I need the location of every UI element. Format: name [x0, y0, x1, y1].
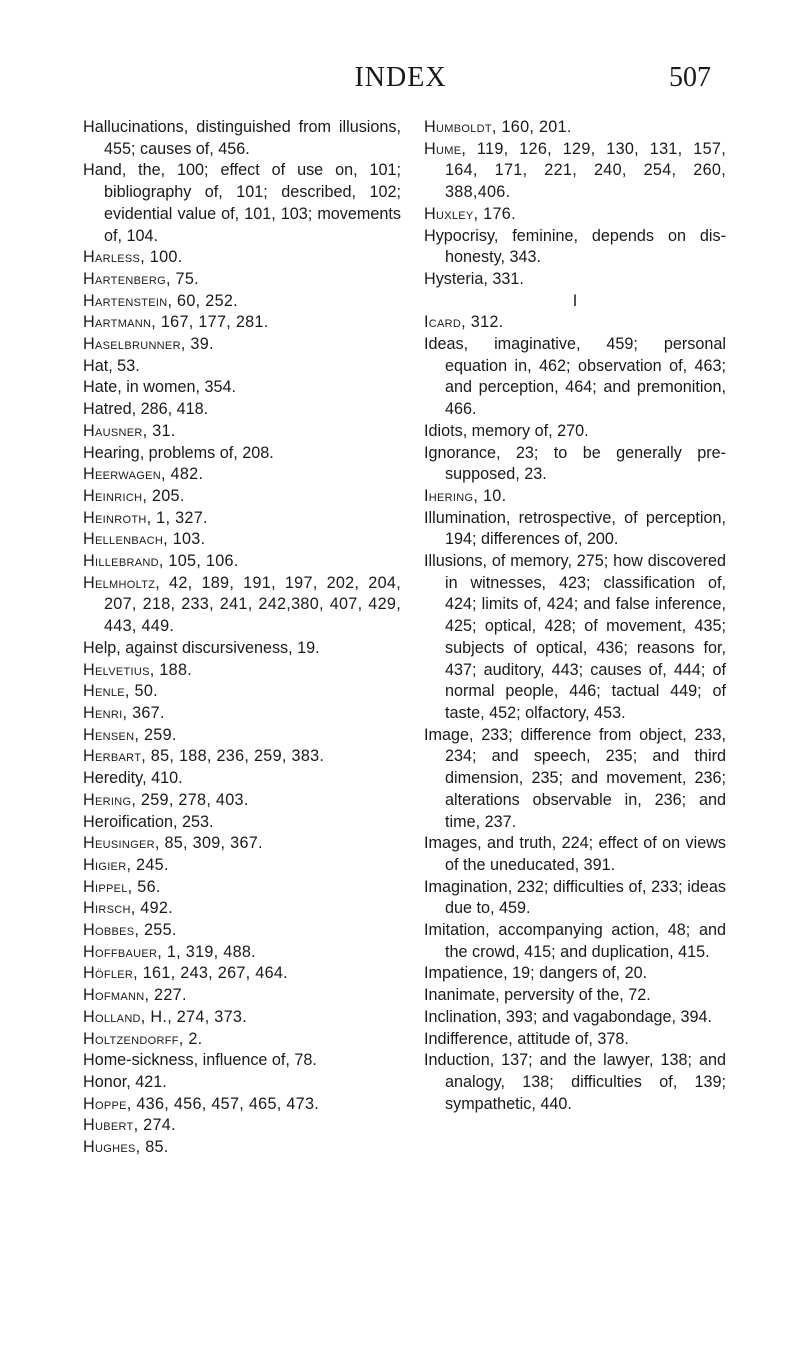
index-entry: Help, against discursiveness, 19.: [83, 638, 320, 657]
index-entry: Hensen, 259.: [83, 725, 177, 744]
index-entry: Hering, 259, 278, 403.: [83, 790, 249, 809]
index-entry: Hat, 53.: [83, 356, 140, 375]
index-entry: Hartenberg, 75.: [83, 269, 199, 288]
index-entry: Helmholtz, 42, 189, 191, 197, 202, 204, 207, 218, 233, 241, 242,380, 407, 429, 443, 449.: [83, 573, 401, 636]
index-entry: Hallucinations, distinguished from illusions, 455; causes of, 456.: [83, 118, 401, 158]
index-entry: Image, 233; difference from object, 233, 234; and speech, 235; and third dimension, 235; and movement, 236; alterations observable in, 236; and time, 237.: [424, 725, 726, 831]
index-entry: Heinrich, 205.: [83, 486, 185, 505]
index-entry: Hume, 119, 126, 129, 130, 131, 157, 164, 171, 221, 240, 254, 260, 388,406.: [424, 139, 726, 202]
index-entry: Hoffbauer, 1, 319, 488.: [83, 942, 256, 961]
index-entry: Hearing, problems of, 208.: [83, 443, 274, 462]
index-entry: Impatience, 19; dangers of, 20.: [424, 964, 648, 983]
index-entry: Images, and truth, 224; effect of on views of the uneducated, 391.: [424, 834, 726, 874]
index-entry: Henle, 50.: [83, 682, 158, 701]
index-entry: Hellenbach, 103.: [83, 530, 206, 549]
index-entry: Hartenstein, 60, 252.: [83, 291, 238, 310]
index-entry: Hand, the, 100; effect of use on, 101; bibliography of, 101; described, 102; evidential value of, 101, 103; movements of, 104.: [83, 161, 401, 245]
index-entry: Hypocrisy, feminine, depends on dishonesty, 343.: [424, 226, 726, 267]
index-entry: Hillebrand, 105, 106.: [83, 552, 239, 571]
index-entry: Heerwagen, 482.: [83, 465, 204, 484]
index-entry: Herbart, 85, 188, 236, 259, 383.: [83, 747, 325, 766]
index-entry: Höfler, 161, 243, 267, 464.: [83, 964, 288, 983]
index-entry: Humboldt, 160, 201.: [424, 118, 572, 136]
index-entry: Ignorance, 23; to be generally presupposed, 23.: [424, 443, 726, 484]
index-entry: Holland, H., 274, 373.: [83, 1007, 247, 1026]
index-entry: Hobbes, 255.: [83, 921, 177, 940]
index-column-left: [83, 117, 401, 1159]
index-entry: Ihering, 10.: [424, 486, 507, 505]
index-entry: Imitation, accompanying action, 48; and the crowd, 415; and duplication, 415.: [424, 921, 726, 961]
index-entry: Honor, 421.: [83, 1072, 167, 1091]
index-entry: Heinroth, 1, 327.: [83, 508, 208, 527]
index-entry: Ideas, imaginative, 459; personal equation in, 462; observation of, 463; and perception, 464; and premonition, 466.: [424, 335, 726, 419]
index-entry: Imagination, 232; difficulties of, 233; ideas due to, 459.: [424, 877, 726, 918]
index-entry: Illusions, of memory, 275; how discovered in witnesses, 423; classification of, 424; limits of, 424; and false inference, 425; optical, 428; of movement, 435; subjects of optical, 436; reasons for, 437; auditory, 443; causes of, 444; of normal people, 446; tactual 449; of taste, 452; olfactory, 453.: [424, 552, 726, 722]
index-entry: Heroification, 253.: [83, 812, 214, 831]
index-entry: Hughes, 85.: [83, 1138, 169, 1157]
index-entry: Home-sickness, influence of, 78.: [83, 1051, 317, 1070]
index-entry: Hartmann, 167, 177, 281.: [83, 313, 269, 332]
index-entry: Helvetius, 188.: [83, 660, 193, 679]
index-entry: Induction, 137; and the lawyer, 138; and analogy, 138; difficulties of, 139; sympathetic, 440.: [424, 1051, 726, 1113]
index-entry: Idiots, memory of, 270.: [424, 421, 589, 440]
index-entry: Hippel, 56.: [83, 877, 161, 896]
index-entry: Holtzendorff, 2.: [83, 1029, 203, 1048]
page-title: INDEX: [354, 62, 447, 93]
index-entry: Harless, 100.: [83, 248, 183, 267]
index-entry: Huxley, 176.: [424, 204, 516, 223]
index-entry: Hofmann, 227.: [83, 986, 187, 1005]
index-entry: Hate, in women, 354.: [83, 378, 236, 397]
index-entry: Icard, 312.: [424, 313, 504, 332]
index-entry: Hysteria, 331.: [424, 269, 524, 288]
index-entry: Hoppe, 436, 456, 457, 465, 473.: [83, 1094, 320, 1113]
page-number: 507: [669, 62, 711, 93]
index-entry: Heusinger, 85, 309, 367.: [83, 834, 263, 853]
index-entry: Heredity, 410.: [83, 769, 183, 788]
index-entry: Inclination, 393; and vagabondage, 394.: [424, 1007, 713, 1026]
index-entry: Higier, 245.: [83, 855, 169, 874]
index-entry: Illumination, retrospective, of perception, 194; differences of, 200.: [424, 508, 726, 549]
index-entry: Hubert, 274.: [83, 1116, 176, 1135]
index-entry: Hirsch, 492.: [83, 899, 174, 918]
page-header: [0, 62, 801, 96]
index-column-right: [424, 117, 726, 1115]
section-letter: I: [572, 291, 578, 310]
index-entry: Haselbrunner, 39.: [83, 335, 214, 354]
index-entry: Hatred, 286, 418.: [83, 400, 209, 419]
index-entry: Indifference, attitude of, 378.: [424, 1029, 629, 1048]
index-entry: Hausner, 31.: [83, 421, 176, 440]
index-entry: Henri, 367.: [83, 703, 165, 722]
index-entry: Inanimate, perversity of the, 72.: [424, 986, 651, 1005]
